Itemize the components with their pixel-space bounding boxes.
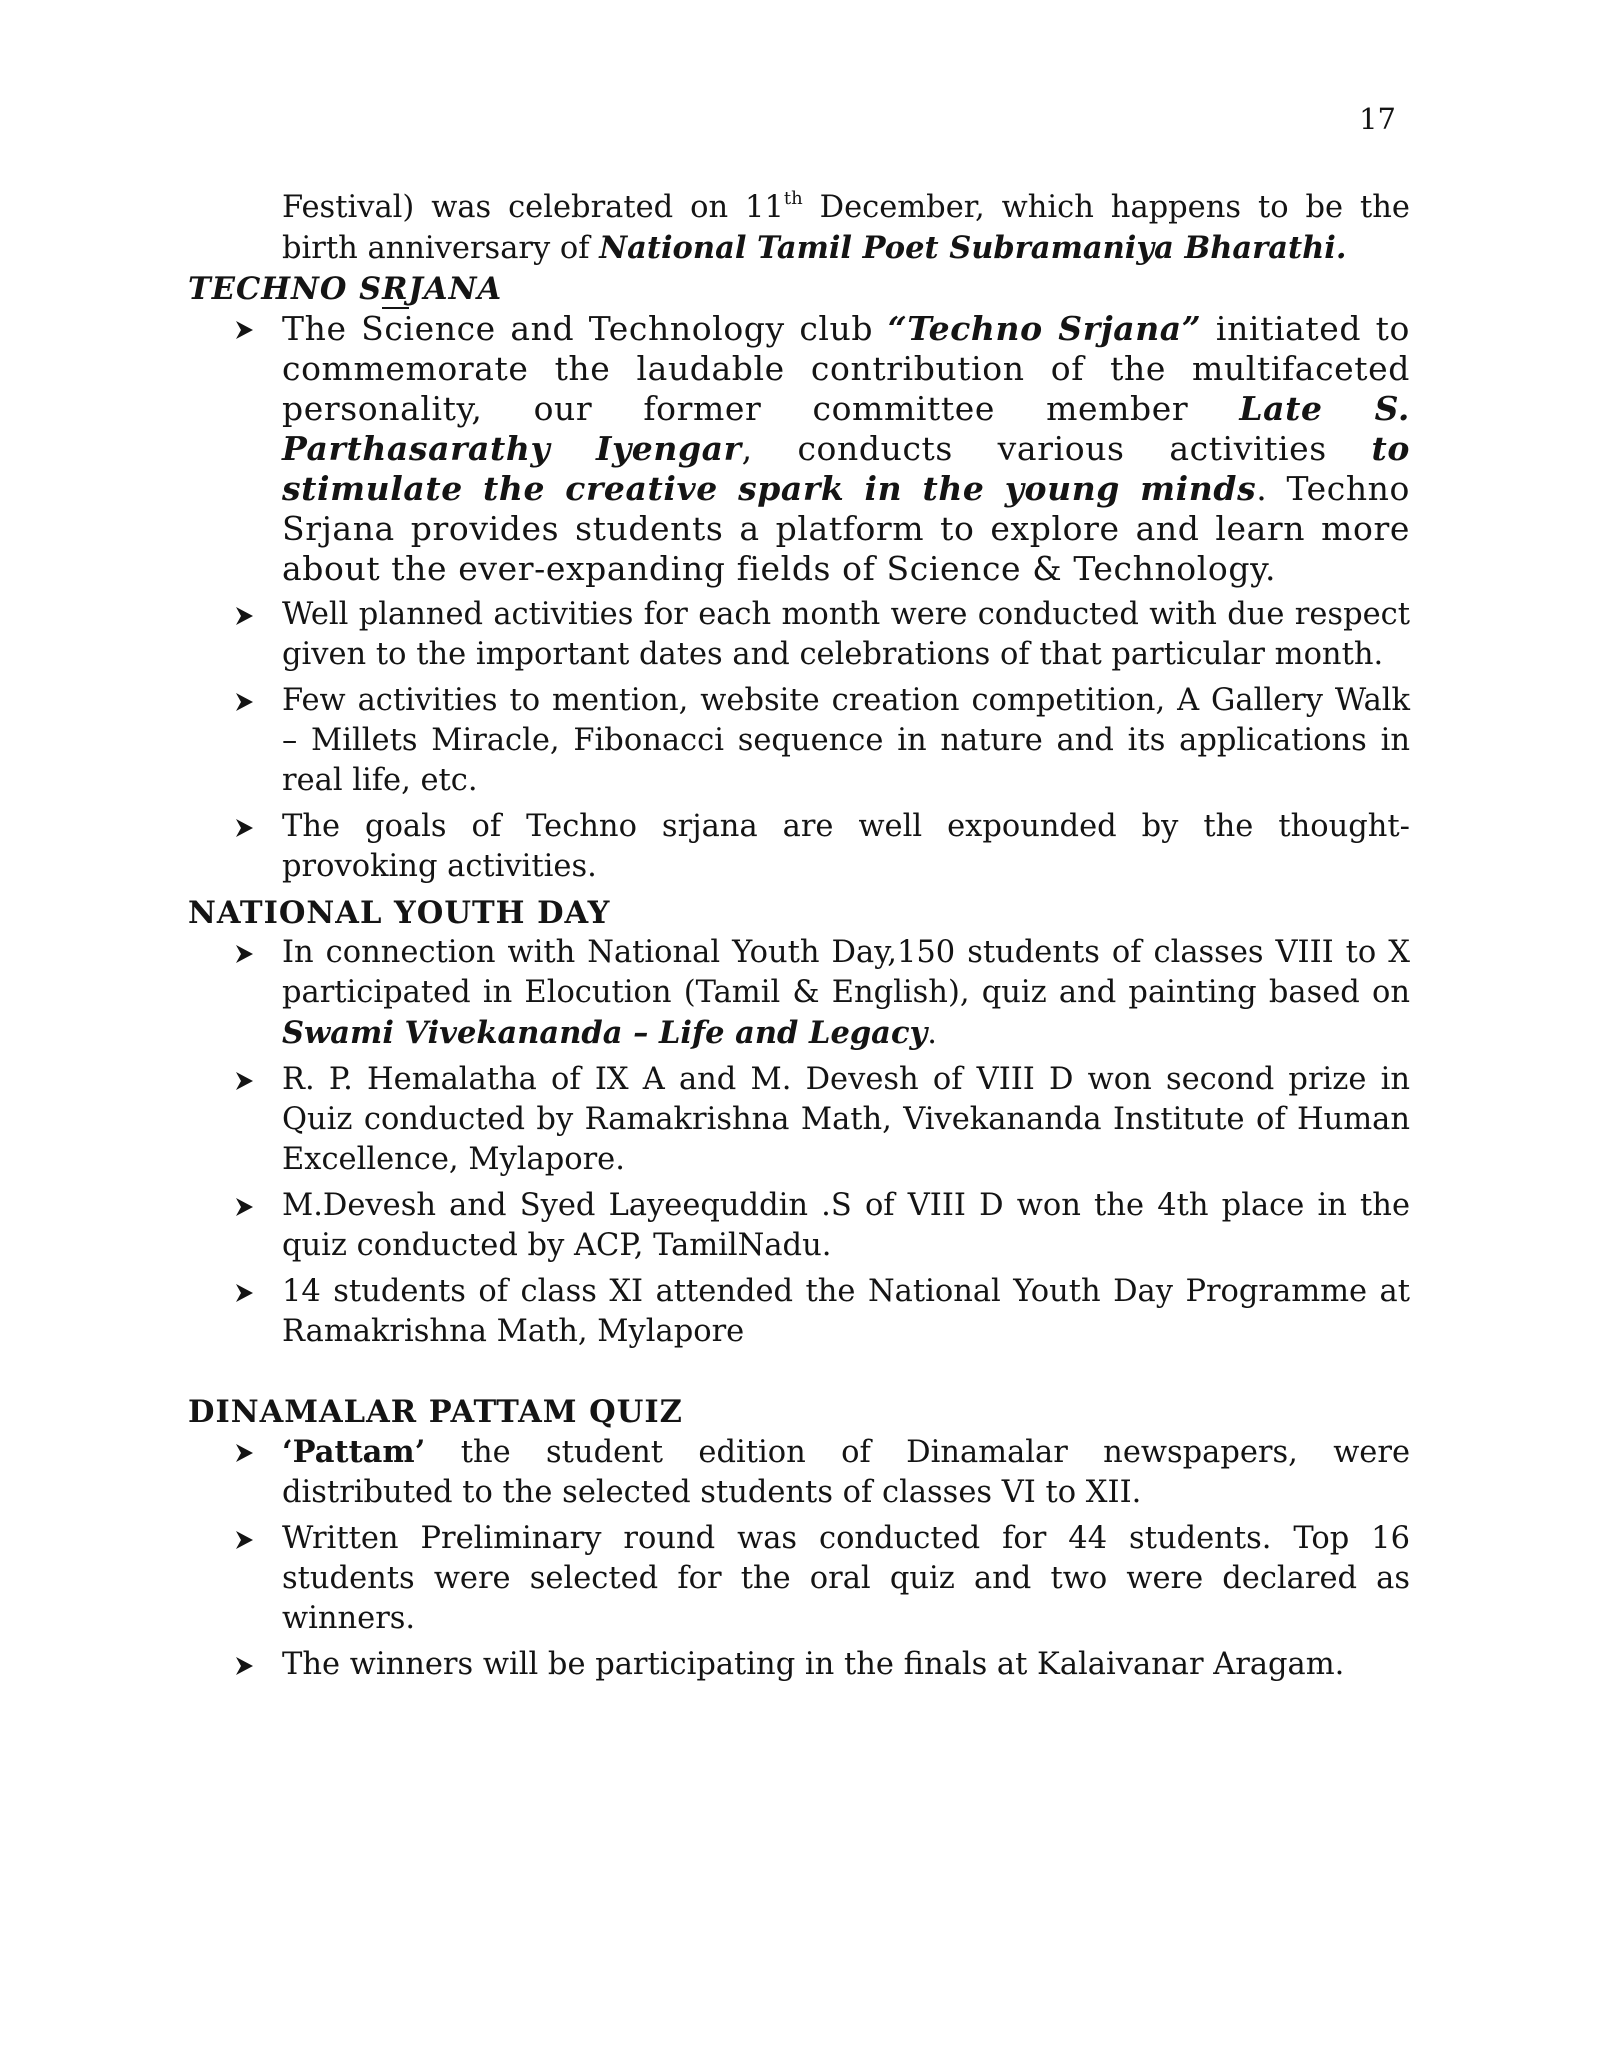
- list-item: [188, 1645, 1410, 1685]
- arrowhead-bullet-icon: [233, 1070, 255, 1092]
- arrowhead-bullet-icon: [233, 319, 255, 341]
- list-item: [188, 807, 1410, 887]
- arrowhead-bullet-icon: [233, 605, 255, 627]
- list-item: [188, 1519, 1410, 1639]
- text-segment: . Techno Srjana provides students a platform to explore and learn more about the ever-expanding fields of Science & Technology.: [282, 469, 1410, 588]
- heading-dinamalar-pattam-quiz: DINAMALAR PATTAM QUIZ: [188, 1394, 683, 1430]
- heading-techno-srjana: [188, 269, 1410, 309]
- text-segment: The Science and Technology club: [282, 309, 888, 348]
- text-segment: Well planned activities for each month were conducted with due respect given to the important dates and celebrations of that particular month.: [282, 597, 1410, 672]
- intro-paragraph: [282, 188, 1410, 269]
- arrowhead-bullet-icon: [233, 1529, 255, 1551]
- emphasis-segment: “Techno Srjana”: [887, 309, 1202, 348]
- emphasis-segment: Swami Vivekananda – Life and Legacy: [282, 1015, 928, 1051]
- text-segment: M.Devesh and Syed Layeequddin .S of VIII D won the 4th place in the quiz conducted by ACP, TamilNadu.: [282, 1188, 1410, 1263]
- list-item: [188, 1432, 1410, 1513]
- emphasis-segment: Late S. Parthasarathy Iyengar: [282, 389, 1410, 468]
- heading-part: JANA: [408, 271, 503, 307]
- heading-national-youth-day: NATIONAL YOUTH DAY: [188, 895, 611, 931]
- intro-text-2: December, which happens to be the birth anniversary of: [282, 190, 1410, 266]
- list-item: [188, 595, 1410, 675]
- arrowhead-bullet-icon: [233, 943, 255, 965]
- list-item: [188, 1186, 1410, 1266]
- list-item: [188, 681, 1410, 801]
- arrowhead-bullet-icon: [233, 817, 255, 839]
- heading-underlined-letter: R: [382, 271, 409, 307]
- arrowhead-bullet-icon: [233, 1442, 255, 1464]
- intro-text-1: Festival) was celebrated on 11: [282, 190, 784, 225]
- text-segment: initiated to commemorate the laudable contribution of the multifaceted personality, our former committee member: [282, 309, 1410, 428]
- national-youth-day-list: [188, 933, 1410, 1352]
- arrowhead-bullet-icon: [233, 1282, 255, 1304]
- text-segment: , conducts various activities: [741, 429, 1372, 468]
- text-segment: The winners will be participating in the finals at Kalaivanar Aragam.: [282, 1647, 1345, 1682]
- emphasis-segment: to stimulate the creative spark in the young minds: [282, 429, 1410, 508]
- list-item: [188, 933, 1410, 1054]
- text-segment: In connection with National Youth Day,150 students of classes VIII to X participated in Elocution (Tamil & English), quiz and painting based on: [282, 935, 1410, 1010]
- intro-emphasis: National Tamil Poet Subramaniya Bharathi.: [599, 230, 1347, 266]
- text-segment: The goals of Techno srjana are well expounded by the thought-provoking activities.: [282, 809, 1410, 884]
- document-body: [188, 188, 1410, 1691]
- text-segment: the student edition of Dinamalar newspapers, were distributed to the selected students of classes VI to XII.: [282, 1435, 1410, 1510]
- page-number: 17: [1359, 102, 1396, 136]
- arrowhead-bullet-icon: [233, 1196, 255, 1218]
- text-segment: Written Preliminary round was conducted for 44 students. Top 16 students were selected for the oral quiz and two were declared as winners.: [282, 1521, 1410, 1636]
- list-item: [188, 1060, 1410, 1180]
- arrowhead-bullet-icon: [233, 1655, 255, 1677]
- emphasis-segment: ‘Pattam’: [282, 1434, 426, 1470]
- arrowhead-bullet-icon: [233, 691, 255, 713]
- list-item: [188, 1272, 1410, 1352]
- text-segment: .: [927, 1016, 937, 1051]
- intro-superscript: th: [783, 187, 803, 209]
- text-segment: R. P. Hemalatha of IX A and M. Devesh of VIII D won second prize in Quiz conducted by Ramakrishna Math, Vivekananda Institute of Human Excellence, Mylapore.: [282, 1062, 1410, 1177]
- heading-part: TECHNO S: [188, 271, 383, 307]
- text-segment: Few activities to mention, website creation competition, A Gallery Walk – Millets Miracle, Fibonacci sequence in nature and its applications in real life, etc.: [282, 683, 1410, 798]
- text-segment: 14 students of class XI attended the National Youth Day Programme at Ramakrishna Math, Mylapore: [282, 1274, 1410, 1349]
- list-item: [188, 309, 1410, 589]
- dinamalar-quiz-list: [188, 1432, 1410, 1685]
- techno-srjana-list: [188, 309, 1410, 887]
